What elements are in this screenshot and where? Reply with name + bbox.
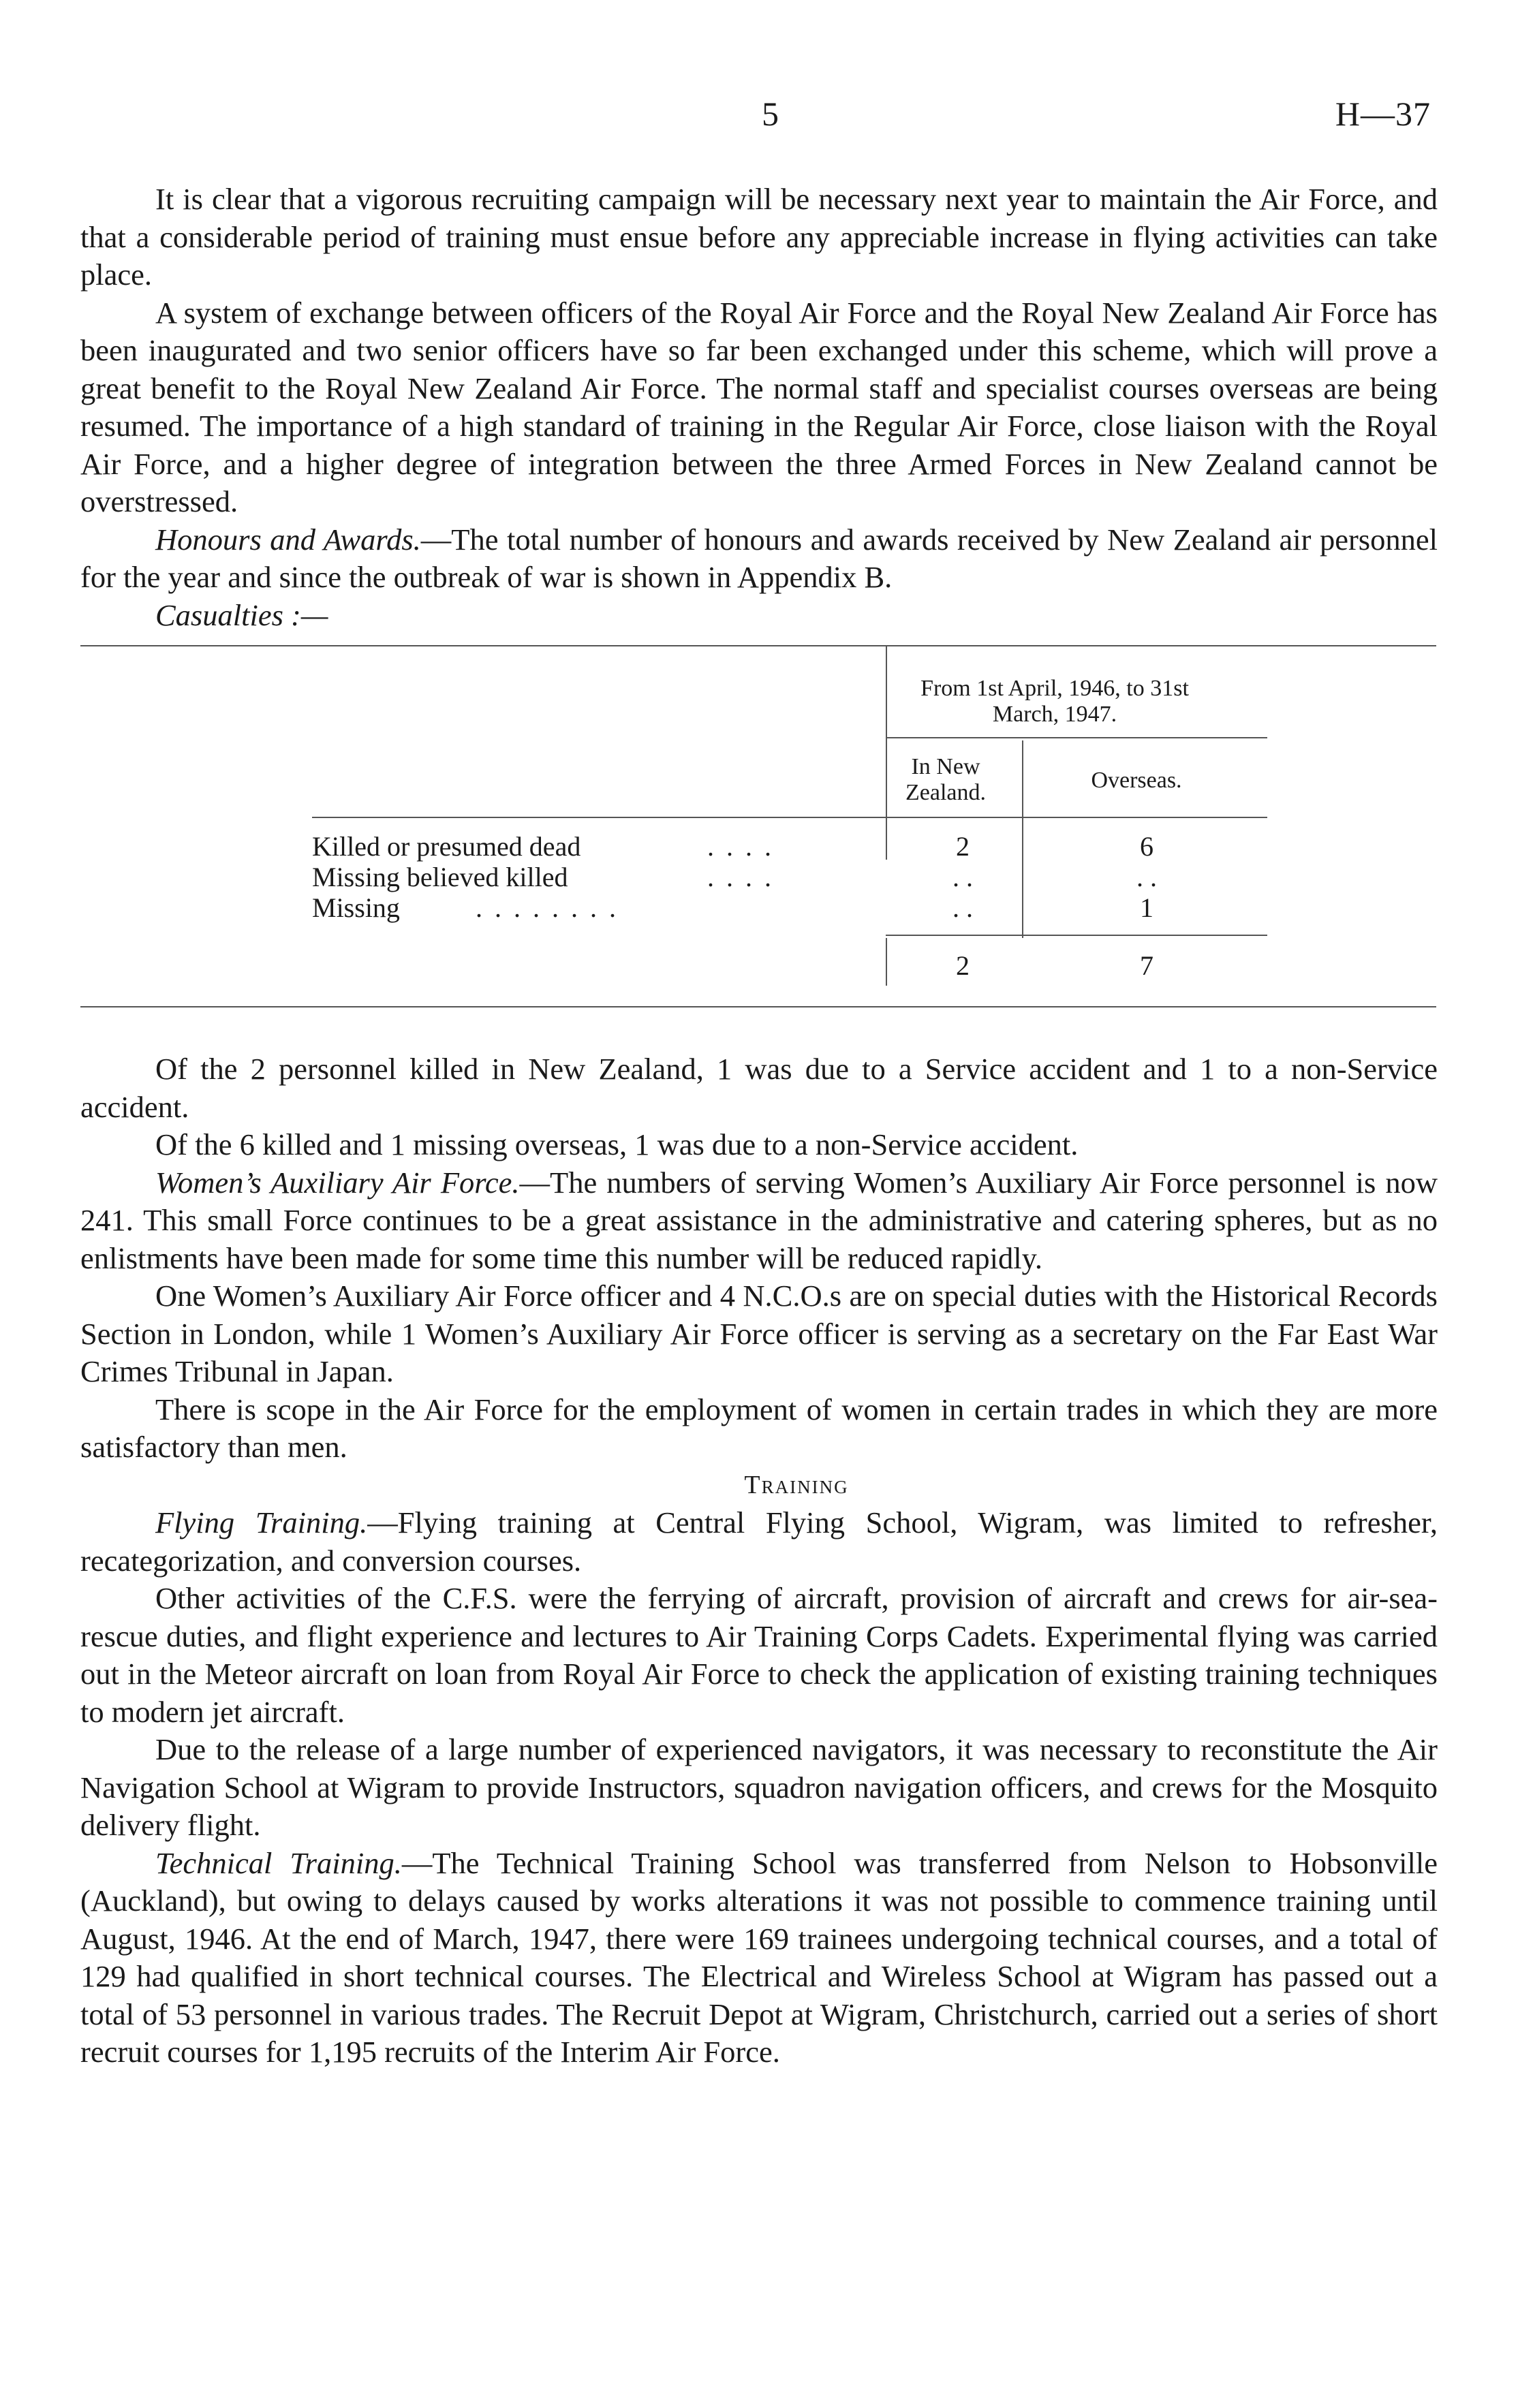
paragraph-killed-nz: Of the 2 personnel killed in New Zealand, 1 was due to a Service accident and 1 to a non-Service accident. [80, 1052, 1438, 1124]
row-dots-missing: . . . . . . . . [476, 892, 619, 923]
honours-heading: Honours and Awards. [155, 522, 421, 557]
paragraph-cfs-activities: Other activities of the C.F.S. were the ferrying of aircraft, provision of aircraft and crews for air-sea-rescue duties, and flight experience and lectures to Air Training Corps Cadets. Experimental flying was carried out in the Meteor aircraft on loan from Royal Air Force to check the application of existing training techniques to modern jet aircraft. [80, 1581, 1438, 1729]
paragraph-waaf-duties: One Women’s Auxiliary Air Force officer and 4 N.C.O.s are on special duties with the Historical Records Section in London, while 1 Women’s Auxiliary Air Force officer is serving as a secretary on the Far East War Crimes Tribunal in Japan. [80, 1279, 1438, 1388]
casualties-caption: Casualties :— [155, 597, 328, 632]
waaf-text: —The numbers of serving Women’s Auxiliary Air Force personnel is now 241. This small Force continues to be a great assistance in the administrative and catering spheres, but as no enlistments have been made for some time this number will be reduced rapidly. [80, 1165, 1438, 1275]
page-number: 5 [762, 95, 779, 133]
cell-missing-believed-killed-overseas: . . [1136, 862, 1157, 892]
flying-training-text: —Flying training at Central Flying School, Wigram, was limited to refresher, recategorization, and conversion courses. [80, 1505, 1438, 1578]
column-header-overseas: Overseas. [1091, 768, 1182, 793]
row-label-killed: Killed or presumed dead [312, 831, 581, 862]
paragraph-technical-training [80, 1845, 1438, 2071]
row-label-missing: Missing [312, 892, 400, 923]
document-code: H—37 [1335, 95, 1431, 133]
paragraph-honours [80, 521, 1438, 597]
cell-killed-new-zealand: 2 [956, 831, 970, 862]
casualties-table [80, 638, 1438, 1050]
cell-killed-overseas: 6 [1140, 831, 1153, 862]
cell-total-overseas: 7 [1140, 950, 1153, 981]
paragraph-killed-overseas: Of the 6 killed and 1 missing overseas, 1 was due to a non-Service accident. [155, 1127, 1079, 1161]
cell-missing-overseas: 1 [1140, 892, 1153, 923]
document-body [80, 181, 1438, 2071]
technical-training-text: —The Technical Training School was transferred from Nelson to Hobsonville (Auckland), but owing to delays caused by works alterations it was not possible to commence training until August, 1946. At the end of March, 1947, there were 169 trainees undergoing technical courses, and a total of 129 had qualified in short technical courses. The Electrical and Wireless School at Wigram has passed out a total of 53 personnel in various trades. The Recruit Depot at Wigram, Christchurch, carried out a series of short recruit courses for 1,195 recruits of the Interim Air Force. [80, 1845, 1438, 2069]
paragraph-recruiting: It is clear that a vigorous recruiting campaign will be necessary next year to maintain the Air Force, and that a considerable period of training must ensue before any appreciable increase in flying activities can take place. [80, 182, 1438, 292]
row-dots-killed: . . . . [707, 831, 774, 862]
table-period-header: From 1st April, 1946, to 31st March, 1947. [920, 676, 1189, 727]
paragraph-waaf [80, 1164, 1438, 1278]
honours-text: —The total number of honours and awards received by New Zealand air personnel for the year and since the outbreak of war is shown in Appendix B. [80, 522, 1438, 594]
row-dots-missing-believed-killed: . . . . [707, 862, 774, 892]
paragraph-navigation-school: Due to the release of a large number of experienced navigators, it was necessary to reconstitute the Air Navigation School at Wigram to provide Instructors, squadron navigation officers, and crews for the Mosquito delivery flight. [80, 1732, 1438, 1842]
paragraph-waaf-scope: There is scope in the Air Force for the employment of women in certain trades in which they are more satisfactory than men. [80, 1392, 1438, 1464]
row-label-missing-believed-killed: Missing believed killed [312, 862, 568, 892]
flying-training-heading: Flying Training. [155, 1505, 368, 1539]
technical-training-heading: Technical Training. [155, 1845, 402, 1880]
paragraph-exchange: A system of exchange between officers of the Royal Air Force and the Royal New Zealand Air Force has been inaugurated and two senior officers have so far been exchanged under this scheme, which will prove a great benefit to the Royal New Zealand Air Force. The normal staff and specialist courses overseas are being resumed. The importance of a high standard of training in the Regular Air Force, close liaison with the Royal Air Force, and a higher degree of integration between the three Armed Forces in New Zealand cannot be overstressed. [80, 295, 1438, 518]
column-header-new-zealand: In New Zealand. [905, 754, 986, 805]
cell-total-new-zealand: 2 [956, 950, 970, 981]
cell-missing-new-zealand: . . [952, 892, 973, 923]
cell-missing-believed-killed-new-zealand: . . [952, 862, 973, 892]
waaf-heading: Women’s Auxiliary Air Force. [155, 1165, 520, 1200]
training-heading: Training [744, 1470, 849, 1499]
paragraph-flying-training [80, 1504, 1438, 1580]
